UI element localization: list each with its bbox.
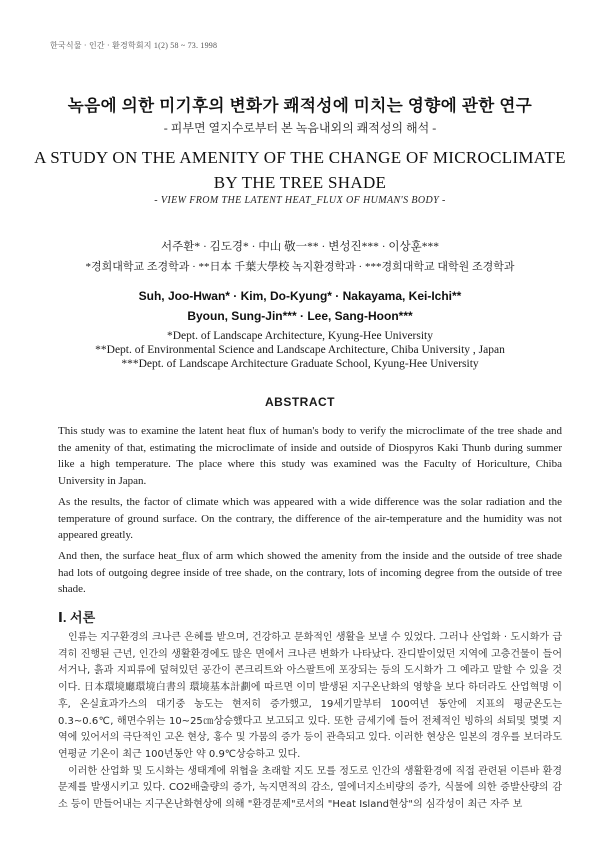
abstract-heading: ABSTRACT: [265, 395, 335, 409]
english-subtitle: - VIEW FROM THE LATENT HEAT_FLUX OF HUMAN'S BODY -: [154, 195, 446, 206]
korean-affiliations: *경희대학교 조경학과 · **日本 千葉大學校 녹지환경학과 · ***경희대학교 대학원 조경학과: [85, 261, 515, 273]
abstract-body: [58, 423, 562, 602]
korean-title: 녹음에 의한 미기후의 변화가 쾌적성에 미치는 영향에 관한 연구: [67, 96, 533, 115]
english-affiliation-2: **Dept. of Environmental Science and Landscape Architecture, Chiba University , Japan: [95, 344, 505, 356]
introduction-paragraph: 이러한 산업화 및 도시화는 생태계에 위협을 초래할 지도 모를 정도로 인간의 생활환경에 직접 관련된 이른바 환경 문제를 발생시키고 있다. CO2배출량의 증가, 녹지면적의 감소, 열에너지소비량의 증가, 식물에 의한 증발산량의 감소 등이 만들어내는 지구온난화현상에 의해 "환경문제"로서의 "Heat Island현상"의 심각성이 최근 자주 보: [58, 765, 562, 811]
section-heading-introduction: Ⅰ. 서론: [58, 610, 96, 625]
english-affiliation-3: ***Dept. of Landscape Architecture Graduate School, Kyung-Hee University: [121, 358, 479, 370]
english-authors-line-1: Suh, Joo-Hwan* · Kim, Do-Kyung* · Nakayama, Kei-Ichi**: [138, 289, 462, 303]
abstract-paragraph: As the results, the factor of climate which was appeared with a wide difference was the solar radiation and the temperature of ground surface. On the contrary, the difference of the air-temperature and the humidity was not appeared greatly.: [58, 495, 562, 542]
english-affiliation-1: *Dept. of Landscape Architecture, Kyung-Hee University: [166, 330, 433, 342]
english-title-line-2: BY THE TREE SHADE: [213, 173, 387, 192]
korean-authors: 서주환* · 김도경* · 中山 敬一** · 변성진*** · 이상훈***: [161, 241, 439, 253]
introduction-body: [58, 630, 562, 814]
english-title-line-1: A STUDY ON THE AMENITY OF THE CHANGE OF MICROCLIMATE: [34, 148, 566, 167]
english-authors-line-2: Byoun, Sung-Jin*** · Lee, Sang-Hoon***: [187, 309, 413, 323]
journal-header: 한국식물 · 인간 · 환경학회지 1(2) 58 ~ 73. 1998: [50, 41, 218, 50]
abstract-paragraph: This study was to examine the latent heat flux of human's body to verify the microclimate of the tree shade and the amenity of that, estimating the microclimate of inside and outside of Diospyros Kaki Thunb during summer like a high temperature. The place where this study was examined was the Faculty of Horiculture, Chiba University in Japan.: [58, 425, 562, 488]
introduction-paragraph: 인류는 지구환경의 크나큰 은혜를 받으며, 건강하고 문화적인 생활을 보낼 수 있었다. 그러나 산업화 · 도시화가 급격히 진행된 근년, 인간의 생활환경에도 많은 면에서 크나큰 변화가 나타났다. 잔디밭이었던 지역에 고층건물이 들어서거나, 흙과 지피류에 덮혀있던 공간이 콘크리트와 아스팔트에 포장되는 등의 도시화가 그 예라고 말할 수 있을 것이다. 日本環境廳環境白書의 環境基本計劃에 따르면 이미 발생된 지구온난화의 영향을 보다 하더라도 산업혁명 이후, 온실효과가스의 대기중 농도는 현저히 증가했고, 19세기말부터 100여년 동안에 지표의 평균온도는 0.3~0.6℃, 해면수위는 10~25㎝상승했다고 보고되고 있다. 또한 금세기에 들어 전체적인 빙하의 쇠퇴및 몇몇 지역에 있어서의 극단적인 고온 현상, 홍수 및 가뭄의 증가 등이 관측되고 있다. 이러한 현상은 일본의 경우를 보더라도 연평균 기온이 최근 100년동안 약 0.9℃상승하고 있다.: [58, 632, 562, 760]
english-title: [0, 145, 600, 195]
korean-subtitle: - 피부면 열지수로부터 본 녹음내외의 쾌적성의 해석 -: [163, 121, 437, 135]
abstract-paragraph: And then, the surface heat_flux of arm which showed the amenity from the inside and the outside of tree shade had lots of outgoing degree inside of tree shade, on the contrary, lots of incoming degree from the outside of tree shade.: [58, 549, 562, 596]
